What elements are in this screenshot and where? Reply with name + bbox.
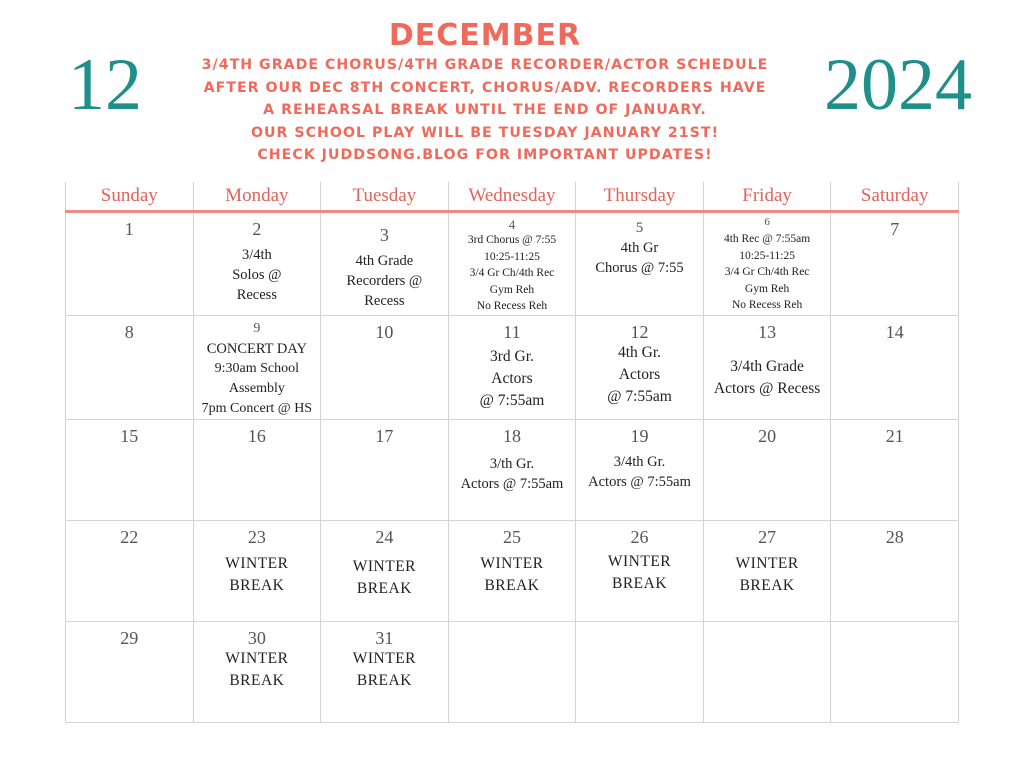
day-number: 21 (885, 425, 904, 446)
event-line: 3/4 Gr Ch/4th Rec (724, 266, 810, 278)
event-line: BREAK (739, 576, 795, 594)
day-cell (576, 520, 704, 621)
day-number: 20 (758, 425, 777, 446)
event-line: Actors @ 7:55am (460, 475, 564, 492)
weekday-sunday: Sunday (66, 182, 194, 212)
event-line: 4th Gr. (618, 343, 662, 361)
event-line: WINTER (607, 552, 672, 570)
event-line: Actors @ Recess (713, 379, 821, 397)
event-line: No Recess Reh (476, 300, 548, 312)
event-line: WINTER (225, 649, 289, 667)
week-row (66, 419, 959, 520)
event-line: WINTER (225, 554, 289, 572)
weekday-wednesday: Wednesday (448, 182, 576, 212)
event-line: Actors @ 7:55am (588, 473, 691, 490)
day-number: 31 (375, 627, 394, 648)
event-line: No Recess Reh (731, 299, 803, 311)
day-number: 23 (247, 526, 266, 547)
day-cell (831, 212, 959, 316)
event-line: Chorus @ 7:55 (595, 260, 684, 276)
event-line: @ 7:55am (479, 391, 545, 409)
day-number: 22 (120, 526, 139, 547)
event-line: 10:25-11:25 (739, 249, 795, 262)
event-line: Solos @ (232, 267, 282, 283)
day-number: 24 (375, 526, 394, 547)
day-cell (831, 315, 959, 419)
subtitle-line: AFTER OUR DEC 8TH CONCERT, CHORUS/ADV. RECORDERS HAVE (203, 79, 767, 96)
day-cell (448, 212, 576, 316)
event-line: Recess (364, 293, 405, 309)
day-number: 19 (630, 425, 649, 446)
week-row (66, 315, 959, 419)
month-title: DECEMBER (388, 18, 582, 53)
day-cell (703, 621, 831, 722)
day-number: 9 (253, 320, 261, 336)
event-line: BREAK (356, 671, 412, 689)
event-line: Actors (618, 365, 661, 383)
event-line: Gym Reh (744, 282, 790, 295)
day-number: 10 (375, 321, 394, 342)
day-number: 30 (247, 627, 266, 648)
day-cell (321, 621, 449, 722)
event-line: WINTER (352, 557, 417, 575)
subtitle-line: A REHEARSAL BREAK UNTIL THE END OF JANUARY. (263, 102, 707, 118)
event-line: 3/4th Gr. (613, 453, 666, 470)
day-cell (703, 419, 831, 520)
day-cell (576, 315, 704, 419)
day-number: 13 (758, 321, 777, 342)
event-line: 3rd Chorus @ 7:55 (467, 234, 557, 246)
year-number: 2024 (824, 44, 972, 126)
subtitle-line: 3/4TH GRADE CHORUS/4TH GRADE RECORDER/ACTOR SCHEDULE (201, 57, 769, 73)
event-line: Assembly (228, 380, 285, 396)
day-cell (193, 315, 321, 419)
calendar-grid (65, 182, 959, 723)
day-cell (448, 621, 576, 722)
day-number: 25 (502, 526, 521, 547)
event-line: 4th Grade (355, 253, 414, 269)
day-number: 4 (508, 217, 516, 232)
day-number: 28 (885, 526, 904, 547)
event-line: Gym Reh (489, 283, 535, 296)
day-cell (66, 419, 194, 520)
day-number: 6 (764, 216, 770, 228)
weekday-monday: Monday (193, 182, 321, 212)
event-line: @ 7:55am (607, 387, 672, 405)
event-line: 4th Rec @ 7:55am (723, 233, 811, 245)
day-cell (321, 315, 449, 419)
day-number: 7 (890, 219, 900, 239)
event-line: 7pm Concert @ HS (201, 400, 313, 416)
day-number: 5 (635, 220, 644, 236)
day-cell (193, 212, 321, 316)
event-line: 3/th Gr. (489, 455, 535, 472)
week-row (66, 621, 959, 722)
day-cell (66, 315, 194, 419)
day-number: 17 (375, 425, 394, 446)
event-line: 3/4 Gr Ch/4th Rec (469, 267, 555, 279)
day-cell (576, 212, 704, 316)
day-number: 11 (503, 321, 521, 342)
day-number: 29 (120, 627, 139, 648)
event-line: 3/4th Grade (730, 357, 804, 375)
day-number: 27 (758, 526, 777, 547)
day-number: 16 (247, 425, 266, 446)
event-line: Actors (491, 369, 533, 387)
event-line: 9:30am School (214, 360, 300, 376)
month-number: 12 (68, 44, 142, 126)
day-cell (448, 419, 576, 520)
event-line: Recess (236, 287, 277, 303)
day-cell (193, 419, 321, 520)
day-cell (831, 419, 959, 520)
day-cell (321, 212, 449, 316)
event-line: BREAK (356, 579, 412, 597)
event-line: 4th Gr (620, 240, 659, 256)
event-line: BREAK (229, 671, 285, 689)
day-cell (703, 315, 831, 419)
event-line: BREAK (612, 574, 668, 592)
day-number: 8 (124, 321, 134, 342)
day-number: 2 (252, 219, 262, 239)
weekday-saturday: Saturday (831, 182, 959, 212)
day-cell (193, 520, 321, 621)
week-row (66, 212, 959, 316)
day-number: 26 (630, 526, 649, 547)
day-cell (576, 419, 704, 520)
day-number: 3 (379, 225, 389, 245)
day-cell (321, 520, 449, 621)
event-line: BREAK (484, 576, 540, 594)
schedule-subtitle (180, 54, 790, 167)
day-cell (448, 315, 576, 419)
weekday-thursday: Thursday (576, 182, 704, 212)
day-cell (831, 520, 959, 621)
event-line: BREAK (229, 576, 285, 594)
event-line: WINTER (480, 554, 544, 572)
day-cell (576, 621, 704, 722)
event-line: 3rd Gr. (490, 347, 534, 365)
day-cell (193, 621, 321, 722)
day-cell (66, 212, 194, 316)
event-line: 10:25-11:25 (484, 250, 540, 263)
day-number: 12 (630, 321, 649, 342)
weekday-header-row (66, 182, 959, 212)
day-number: 14 (885, 321, 904, 342)
weekday-tuesday: Tuesday (321, 182, 449, 212)
day-cell (66, 621, 194, 722)
subtitle-line: OUR SCHOOL PLAY WILL BE TUESDAY JANUARY 21ST! (250, 124, 720, 141)
day-cell (703, 520, 831, 621)
event-line: CONCERT DAY (206, 340, 307, 357)
event-line: Recorders @ (346, 273, 423, 289)
week-row (66, 520, 959, 621)
day-cell (703, 212, 831, 316)
day-number: 18 (502, 425, 521, 446)
day-number: 1 (124, 219, 134, 239)
subtitle-line: CHECK JUDDSONG.BLOG FOR IMPORTANT UPDATES! (257, 147, 713, 163)
event-line: 3/4th (241, 247, 272, 263)
day-number: 15 (120, 425, 139, 446)
day-cell (448, 520, 576, 621)
event-line: WINTER (735, 554, 799, 572)
day-cell (831, 621, 959, 722)
day-cell (321, 419, 449, 520)
weekday-friday: Friday (703, 182, 831, 212)
day-cell (66, 520, 194, 621)
event-line: WINTER (352, 649, 417, 667)
calendar-header (180, 0, 790, 167)
